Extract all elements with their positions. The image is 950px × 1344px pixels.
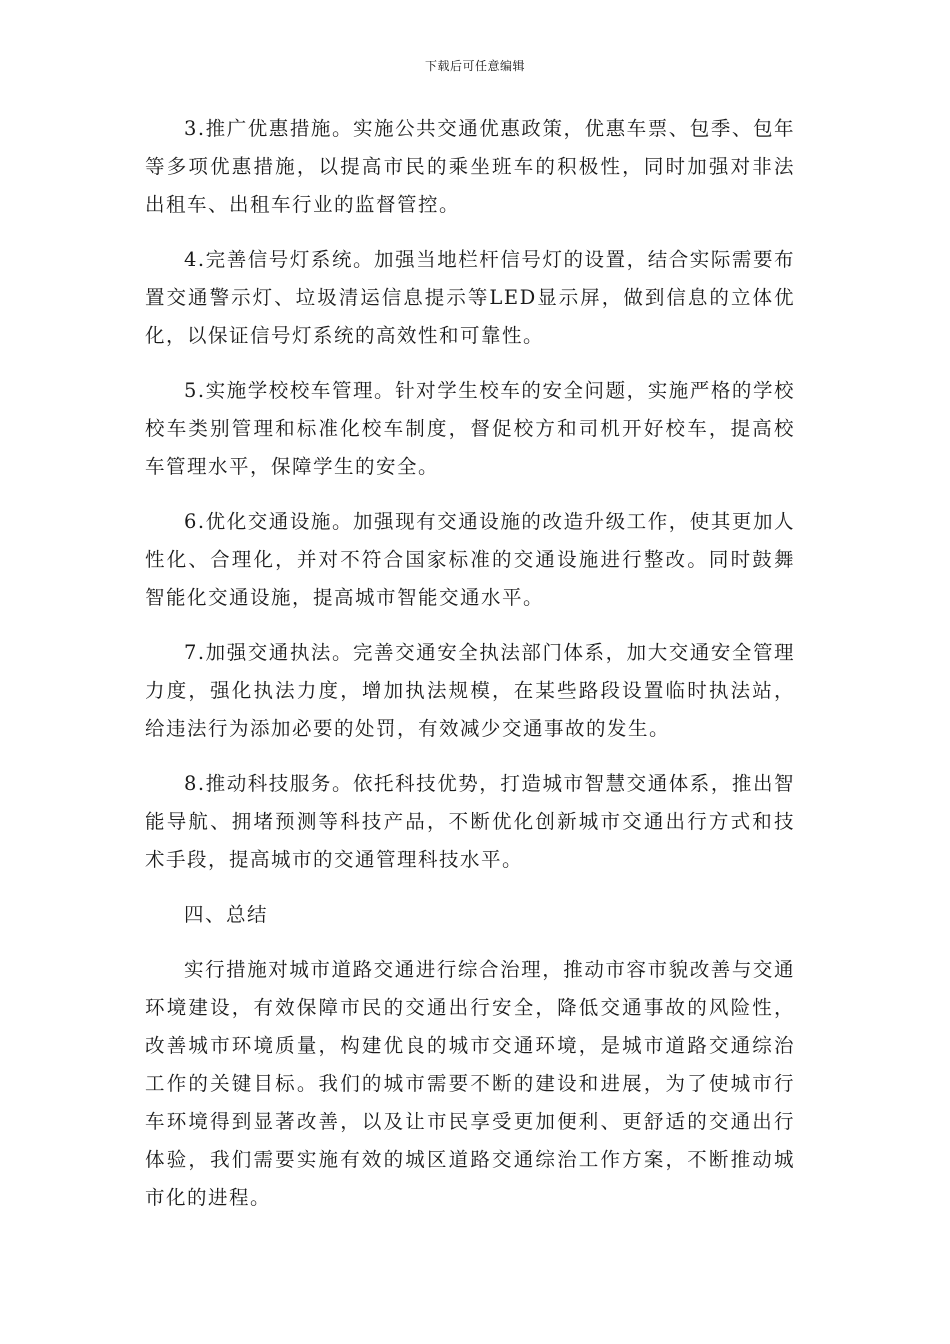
paragraph-measure-3: 3.推广优惠措施。实施公共交通优惠政策，优惠车票、包季、包年等多项优惠措施，以提高市民的乘坐班车的积极性，同时加强对非法出租车、出租车行业的监督管控。 bbox=[145, 117, 795, 216]
header-note: 下载后可任意编辑 bbox=[424, 59, 525, 73]
paragraph-summary: 实行措施对城市道路交通进行综合治理，推动市容市貌改善与交通环境建设，有效保障市民的交通出行安全，降低交通事故的风险性，改善城市环境质量，构建优良的城市交通环境，是城市道路交通综治工作的关键目标。我们的城市需要不断的建设和进展，为了使城市行车环境得到显著改善，以及让市民享受更加便利、更舒适的交通出行体验，我们需要实施有效的城区道路交通综治工作方案，不断推动城市化的进程。 bbox=[145, 958, 795, 1209]
paragraph-measure-5: 5.实施学校校车管理。针对学生校车的安全问题，实施严格的学校校车类别管理和标准化校车制度，督促校方和司机开好校车，提高校车管理水平，保障学生的安全。 bbox=[145, 379, 795, 478]
section-heading-summary: 四、总结 bbox=[184, 903, 269, 926]
document-body bbox=[145, 110, 795, 1234]
paragraph-measure-4: 4.完善信号灯系统。加强当地栏杆信号灯的设置，结合实际需要布置交通警示灯、垃圾清运信息提示等LED显示屏，做到信息的立体优化，以保证信号灯系统的高效性和可靠性。 bbox=[145, 248, 795, 347]
paragraph-measure-7: 7.加强交通执法。完善交通安全执法部门体系，加大交通安全管理力度，强化执法力度，增加执法规模，在某些路段设置临时执法站，给违法行为添加必要的处罚，有效减少交通事故的发生。 bbox=[145, 641, 795, 740]
paragraph-measure-8: 8.推动科技服务。依托科技优势，打造城市智慧交通体系，推出智能导航、拥堵预测等科技产品，不断优化创新城市交通出行方式和技术手段，提高城市的交通管理科技水平。 bbox=[145, 772, 795, 871]
paragraph-measure-6: 6.优化交通设施。加强现有交通设施的改造升级工作，使其更加人性化、合理化，并对不符合国家标准的交通设施进行整改。同时鼓舞智能化交通设施，提高城市智能交通水平。 bbox=[145, 510, 795, 609]
